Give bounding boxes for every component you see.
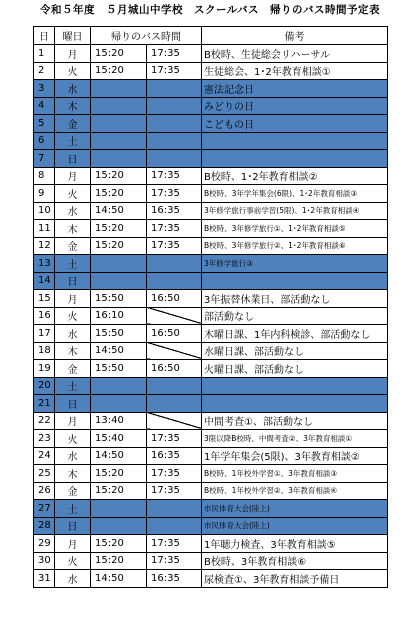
table-row [34,45,388,63]
table-row [34,342,388,360]
bus-time-2-cell [147,97,202,115]
bus-time-2-cell: 17:35 [147,482,202,500]
table-row [34,255,388,273]
bus-time-2-cell: 17:35 [147,430,202,448]
bus-time-1-cell: 14:50 [91,342,147,360]
day-cell: 7 [34,150,55,168]
day-cell: 26 [34,482,55,500]
header-day: 日 [34,27,55,45]
day-cell: 1 [34,45,55,63]
day-cell: 21 [34,395,55,413]
bus-time-2-cell: 16:35 [147,202,202,220]
weekday-cell: 金 [55,237,91,255]
table-row [34,570,388,588]
notes-cell: 市民体育大会(陸上) [202,500,388,518]
header-notes: 備考 [202,27,388,45]
table-row [34,115,388,133]
table-row [34,185,388,203]
table-row [34,307,388,325]
bus-time-1-cell: 15:20 [91,62,147,80]
header-weekday: 曜日 [55,27,91,45]
weekday-cell: 木 [55,220,91,238]
day-cell: 16 [34,307,55,325]
table-row [34,447,388,465]
bus-time-2-cell: 16:35 [147,570,202,588]
weekday-cell: 火 [55,62,91,80]
notes-cell: 火曜日課、部活動なし [202,360,388,378]
table-row [34,430,388,448]
day-cell: 8 [34,167,55,185]
bus-time-2-cell: 17:35 [147,237,202,255]
notes-cell: B校時、1年校外学習①、3年教育相談③ [202,465,388,483]
weekday-cell: 日 [55,517,91,535]
notes-cell: 木曜日課、1年内科検診、部活動なし [202,325,388,343]
table-row [34,150,388,168]
bus-time-1-cell: 15:50 [91,325,147,343]
day-cell: 13 [34,255,55,273]
bus-time-2-cell: 17:35 [147,465,202,483]
table-row [34,202,388,220]
weekday-cell: 木 [55,342,91,360]
table-row [34,360,388,378]
weekday-cell: 土 [55,132,91,150]
day-cell: 27 [34,500,55,518]
notes-cell: 水曜日課、部活動なし [202,342,388,360]
table-row [34,80,388,98]
weekday-cell: 金 [55,115,91,133]
bus-time-2-cell: 16:50 [147,290,202,308]
bus-time-1-cell: 15:50 [91,290,147,308]
notes-cell: こどもの日 [202,115,388,133]
day-cell: 15 [34,290,55,308]
day-cell: 29 [34,535,55,553]
bus-time-2-cell: 17:35 [147,185,202,203]
weekday-cell: 水 [55,202,91,220]
bus-time-1-cell: 15:20 [91,45,147,63]
bus-time-1-cell [91,80,147,98]
table-row [34,412,388,430]
bus-time-1-cell: 15:20 [91,185,147,203]
bus-time-1-cell [91,132,147,150]
weekday-cell: 土 [55,255,91,273]
bus-time-1-cell [91,377,147,395]
bus-time-2-cell [147,412,202,430]
bus-time-2-cell: 17:35 [147,45,202,63]
bus-time-2-cell [147,517,202,535]
notes-cell: 1年学年集会(5限)、3年教育相談② [202,447,388,465]
day-cell: 5 [34,115,55,133]
notes-cell: 3年振替休業日、部活動なし [202,290,388,308]
bus-time-2-cell [147,115,202,133]
bus-time-2-cell: 16:35 [147,447,202,465]
bus-time-1-cell: 16:10 [91,307,147,325]
bus-time-1-cell: 15:20 [91,465,147,483]
notes-cell: 尿検査①、3年教育相談予備日 [202,570,388,588]
bus-time-1-cell: 14:50 [91,202,147,220]
bus-time-2-cell [147,132,202,150]
bus-time-2-cell: 16:50 [147,325,202,343]
weekday-cell: 月 [55,167,91,185]
notes-cell: B校時、3年教育相談⑥ [202,552,388,570]
weekday-cell: 火 [55,552,91,570]
table-row [34,552,388,570]
day-cell: 10 [34,202,55,220]
notes-cell: 1年聴力検査、3年教育相談⑤ [202,535,388,553]
weekday-cell: 土 [55,377,91,395]
day-cell: 4 [34,97,55,115]
bus-time-2-cell: 17:35 [147,167,202,185]
table-row [34,517,388,535]
bus-time-1-cell: 15:20 [91,167,147,185]
weekday-cell: 土 [55,500,91,518]
table-row [34,97,388,115]
notes-cell: 部活動なし [202,307,388,325]
weekday-cell: 火 [55,307,91,325]
bus-time-2-cell [147,307,202,325]
bus-time-1-cell [91,255,147,273]
day-cell: 9 [34,185,55,203]
bus-time-1-cell: 15:40 [91,430,147,448]
notes-cell: 3年修学旅行③ [202,255,388,273]
bus-time-1-cell [91,395,147,413]
day-cell: 3 [34,80,55,98]
table-row [34,62,388,80]
table-row [34,272,388,290]
weekday-cell: 月 [55,535,91,553]
bus-time-1-cell: 13:40 [91,412,147,430]
day-cell: 18 [34,342,55,360]
weekday-cell: 火 [55,185,91,203]
weekday-cell: 金 [55,482,91,500]
table-row [34,325,388,343]
bus-time-2-cell [147,255,202,273]
notes-cell: B校時、1･2年教育相談② [202,167,388,185]
bus-schedule-table [33,26,388,588]
notes-cell: 生徒総会、1･2年教育相談① [202,62,388,80]
table-row [34,395,388,413]
weekday-cell: 水 [55,80,91,98]
weekday-cell: 月 [55,412,91,430]
bus-time-1-cell [91,97,147,115]
notes-cell [202,377,388,395]
day-cell: 30 [34,552,55,570]
day-cell: 11 [34,220,55,238]
weekday-cell: 日 [55,272,91,290]
bus-time-2-cell: 16:50 [147,360,202,378]
bus-time-1-cell [91,500,147,518]
weekday-cell: 月 [55,290,91,308]
weekday-cell: 金 [55,360,91,378]
notes-cell: B校時、3年修学旅行②、1･2年教育相談⑥ [202,237,388,255]
notes-cell: B校時、生徒総会リハーサル [202,45,388,63]
bus-time-1-cell [91,517,147,535]
bus-time-1-cell: 15:20 [91,535,147,553]
bus-time-2-cell [147,342,202,360]
table-row [34,535,388,553]
weekday-cell: 水 [55,447,91,465]
bus-time-1-cell [91,272,147,290]
day-cell: 25 [34,465,55,483]
bus-time-2-cell [147,377,202,395]
bus-time-1-cell: 15:20 [91,482,147,500]
header-row [34,27,388,45]
bus-time-1-cell: 14:50 [91,570,147,588]
notes-cell: B校時、1年校外学習②、3年教育相談④ [202,482,388,500]
notes-cell: 憲法記念日 [202,80,388,98]
table-row [34,377,388,395]
bus-time-2-cell: 17:35 [147,220,202,238]
bus-time-2-cell: 17:35 [147,552,202,570]
weekday-cell: 木 [55,465,91,483]
bus-time-1-cell: 14:50 [91,447,147,465]
notes-cell: B校時、3年学年集会(6限)、1･2年教育相談③ [202,185,388,203]
header-bus-time: 帰りのバス時間 [91,27,202,45]
day-cell: 14 [34,272,55,290]
day-cell: 22 [34,412,55,430]
day-cell: 28 [34,517,55,535]
table-row [34,290,388,308]
notes-cell: B校時、3年修学旅行①、1･2年教育相談⑤ [202,220,388,238]
bus-time-1-cell: 15:20 [91,220,147,238]
day-cell: 23 [34,430,55,448]
bus-time-2-cell [147,80,202,98]
bus-time-1-cell: 15:20 [91,237,147,255]
weekday-cell: 月 [55,45,91,63]
bus-time-2-cell [147,150,202,168]
day-cell: 2 [34,62,55,80]
table-row [34,465,388,483]
bus-time-2-cell: 17:35 [147,62,202,80]
day-cell: 17 [34,325,55,343]
day-cell: 24 [34,447,55,465]
notes-cell: 市民体育大会(陸上) [202,517,388,535]
table-row [34,237,388,255]
notes-cell [202,132,388,150]
table-row [34,132,388,150]
day-cell: 20 [34,377,55,395]
day-cell: 31 [34,570,55,588]
table-row [34,482,388,500]
weekday-cell: 水 [55,325,91,343]
weekday-cell: 火 [55,430,91,448]
notes-cell [202,150,388,168]
weekday-cell: 木 [55,97,91,115]
notes-cell: 中間考査①、部活動なし [202,412,388,430]
notes-cell: みどりの日 [202,97,388,115]
bus-time-2-cell [147,272,202,290]
table-row [34,167,388,185]
day-cell: 19 [34,360,55,378]
notes-cell: 3限以降B校時、中間考査②、3年教育相談① [202,430,388,448]
bus-time-2-cell [147,395,202,413]
notes-cell [202,395,388,413]
table-row [34,500,388,518]
day-cell: 12 [34,237,55,255]
bus-time-1-cell: 15:50 [91,360,147,378]
weekday-cell: 水 [55,570,91,588]
bus-time-1-cell [91,150,147,168]
day-cell: 6 [34,132,55,150]
notes-cell [202,272,388,290]
bus-time-2-cell: 17:35 [147,535,202,553]
table-row [34,220,388,238]
bus-time-1-cell [91,115,147,133]
weekday-cell: 日 [55,395,91,413]
bus-time-1-cell: 15:20 [91,552,147,570]
notes-cell: 3年修学旅行事前学習(5限)、1･2年教育相談④ [202,202,388,220]
weekday-cell: 日 [55,150,91,168]
page-title: 令和５年度 ５月城山中学校 スクールバス 帰りのバス時間予定表 [39,4,381,16]
bus-time-2-cell [147,500,202,518]
